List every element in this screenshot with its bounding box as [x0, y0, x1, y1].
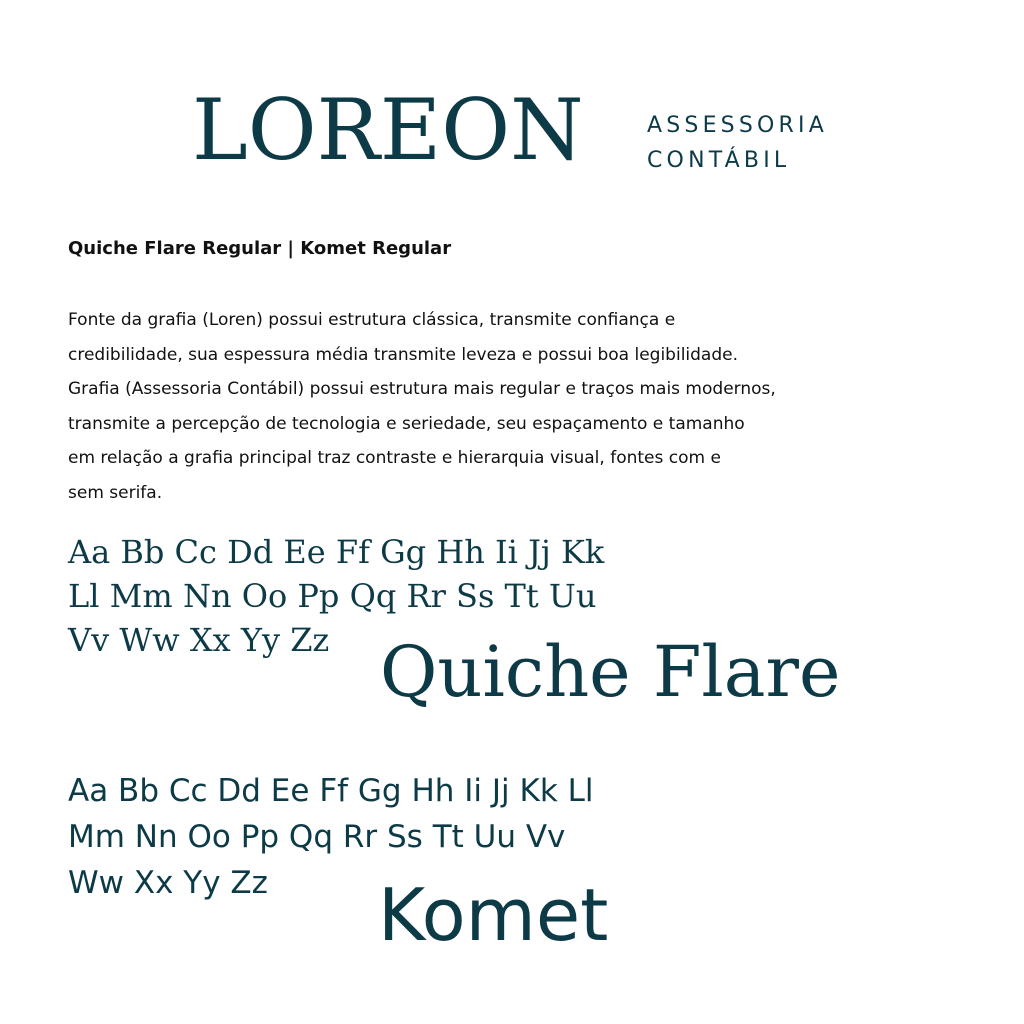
serif-alphabet-line: Ll Mm Nn Oo Pp Qq Rr Ss Tt Uu — [68, 577, 597, 615]
description-line: em relação a grafia principal traz contraste e hierarquia visual, fontes com e — [68, 448, 721, 468]
sans-alphabet-line: Mm Nn Oo Pp Qq Rr Ss Tt Uu Vv — [68, 819, 566, 855]
logo-wordmark: LOREON — [192, 81, 584, 179]
description-line: sem serifa. — [68, 482, 163, 503]
fonts-heading: Quiche Flare Regular | Komet Regular — [68, 238, 452, 259]
logo-tagline-line1: ASSESSORIA — [647, 113, 828, 138]
sans-font-name-sample: Komet — [378, 873, 609, 957]
logo-tagline — [647, 108, 828, 178]
description-line: transmite a percepção de tecnologia e seriedade, seu espaçamento e tamanho — [68, 413, 745, 434]
sans-alphabet-line: Aa Bb Cc Dd Ee Ff Gg Hh Ii Jj Kk Ll — [68, 773, 594, 809]
serif-font-name-sample: Quiche Flare — [380, 631, 841, 713]
description-line: Grafia (Assessoria Contábil) possui estrutura mais regular e traços mais modernos, — [68, 379, 776, 399]
serif-alphabet-line: Vv Ww Xx Yy Zz — [68, 621, 330, 659]
sans-alphabet-line: Ww Xx Yy Zz — [68, 865, 268, 901]
description-line: credibilidade, sua espessura média transmite leveza e possui boa legibilidade. — [68, 344, 738, 365]
serif-alphabet-line: Aa Bb Cc Dd Ee Ff Gg Hh Ii Jj Kk — [68, 533, 605, 571]
description-paragraph — [68, 303, 948, 510]
description-line: Fonte da grafia (Loren) possui estrutura clássica, transmite confiança e — [68, 310, 676, 330]
logo-tagline-line2: CONTÁBIL — [647, 148, 791, 173]
